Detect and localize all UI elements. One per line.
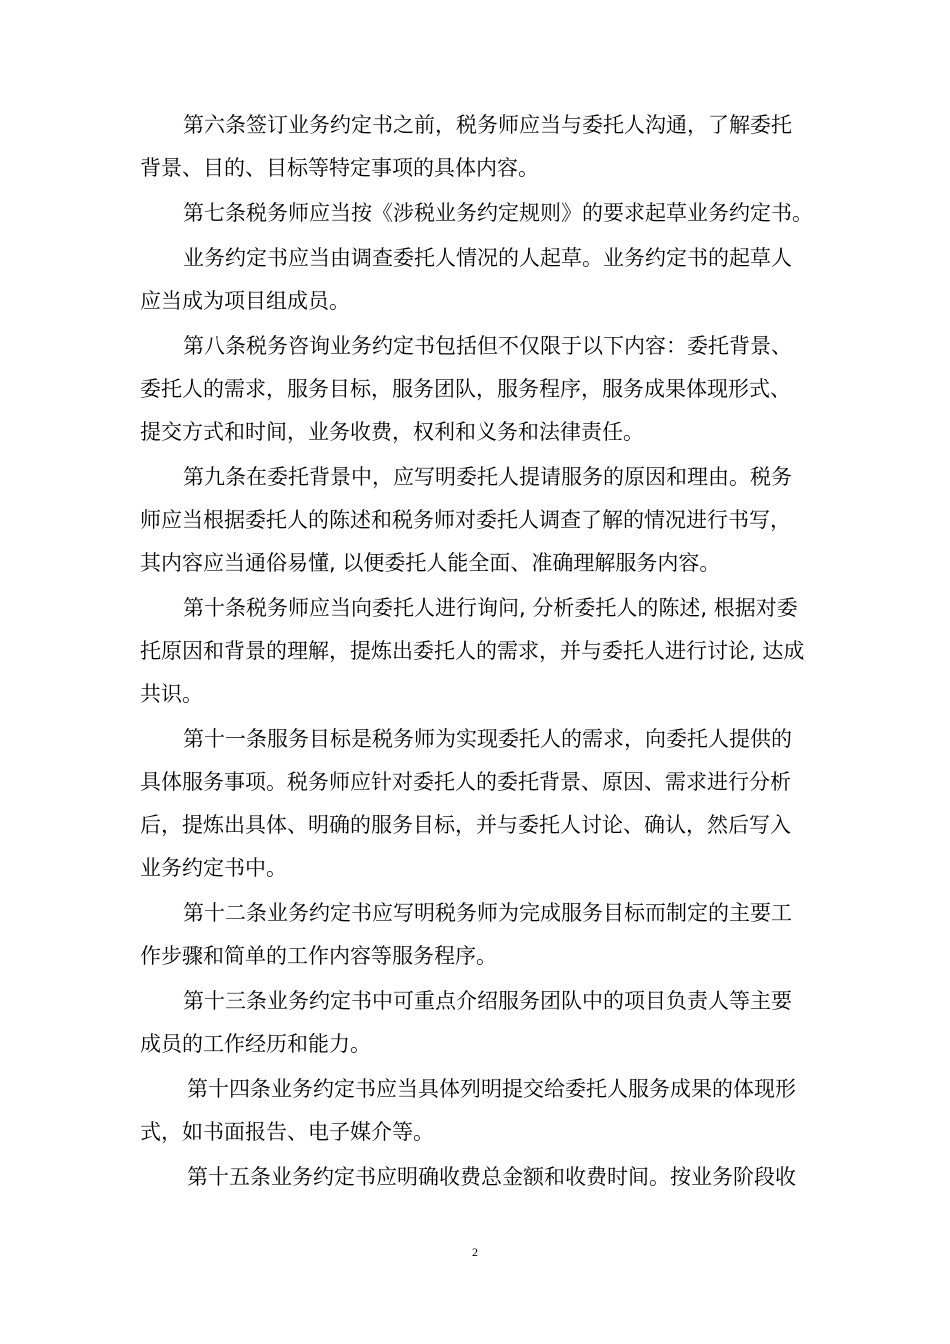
article-8-line-3: 提交方式和时间，业务收费，权利和义务和法律责任。 [140,420,644,444]
article-8-line-1: 第八条税务咨询业务约定书包括但不仅限于以下内容：委托背景、 [183,334,792,358]
article-11-line-4: 业务约定书中。 [140,856,287,880]
article-12-line-1: 第十二条业务约定书应写明税务师为完成服务目标而制定的主要工 [183,901,792,925]
article-7-line-2: 业务约定书应当由调查委托人情况的人起草。业务约定书的起草人 [183,246,792,270]
article-7-line-3: 应当成为项目组成员。 [140,289,350,313]
article-13-line-2: 成员的工作经历和能力。 [140,1032,371,1056]
article-8-line-2: 委托人的需求，服务目标，服务团队，服务程序，服务成果体现形式、 [140,377,791,401]
article-10-line-3: 共识。 [140,682,203,706]
article-9-line-1: 第九条在委托背景中，应写明委托人提请服务的原因和理由。税务 [183,465,792,489]
article-13-line-1: 第十三条业务约定书中可重点介绍服务团队中的项目负责人等主要 [183,989,792,1013]
article-11-line-3: 后，提炼出具体、明确的服务目标，并与委托人讨论、确认，然后写入 [140,813,791,837]
article-12-line-2: 作步骤和简单的工作内容等服务程序。 [140,944,497,968]
article-7-line-1: 第七条税务师应当按《涉税业务约定规则》的要求起草业务约定书。 [183,201,813,225]
article-15-line-1: 第十五条业务约定书应明确收费总金额和收费时间。按业务阶段收 [187,1165,796,1189]
article-9-line-3: 其内容应当通俗易懂, 以便委托人能全面、准确理解服务内容。 [140,551,721,575]
article-6-line-2: 背景、目的、目标等特定事项的具体内容。 [140,156,539,180]
article-14-line-1: 第十四条业务约定书应当具体列明提交给委托人服务成果的体现形 [187,1077,796,1101]
article-9-line-2: 师应当根据委托人的陈述和税务师对委托人调查了解的情况进行书写， [140,508,791,532]
article-11-line-2: 具体服务事项。税务师应针对委托人的委托背景、原因、需求进行分析 [140,770,791,794]
article-11-line-1: 第十一条服务目标是税务师为实现委托人的需求，向委托人提供的 [183,727,792,751]
article-10-line-2: 托原因和背景的理解，提炼出委托人的需求，并与委托人进行讨论, 达成 [140,639,805,663]
article-6-line-1: 第六条签订业务约定书之前，税务师应当与委托人沟通，了解委托 [183,113,792,137]
article-10-line-1: 第十条税务师应当向委托人进行询问, 分析委托人的陈述, 根据对委 [183,596,798,620]
article-14-line-2: 式，如书面报告、电子媒介等。 [140,1120,434,1144]
page-number: 2 [472,1245,478,1259]
